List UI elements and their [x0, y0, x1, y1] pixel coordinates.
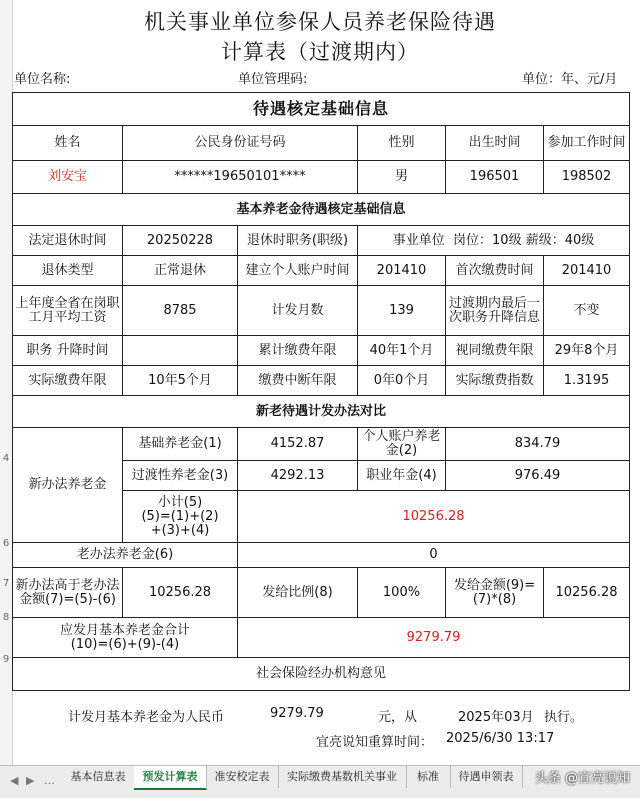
- subtotal-line2: (5)=(1)+(2): [141, 508, 219, 524]
- tab-actual-base[interactable]: 实际缴费基数机关事业: [278, 766, 407, 788]
- footer-text-2: 元，从: [378, 710, 418, 725]
- label-promotion-info: 过渡期内最后一次职务升降信息: [446, 286, 544, 336]
- cell-promotion-info[interactable]: 不变: [544, 286, 630, 336]
- total-line1: 应发月基本养老金合计: [59, 622, 190, 638]
- label-total: [13, 618, 238, 658]
- cell-pay-index[interactable]: 1.3195: [544, 366, 630, 396]
- cell-annuity[interactable]: 976.49: [446, 461, 630, 491]
- cell-old-method[interactable]: 0: [238, 543, 630, 568]
- row-number: 6: [2, 538, 10, 549]
- row-number: 9: [2, 654, 10, 665]
- total-line2: (10)=(6)+(9)-(4): [70, 636, 180, 652]
- cell-gender[interactable]: 男: [358, 161, 446, 194]
- cell-work-start[interactable]: 198502: [544, 161, 630, 194]
- label-transition-pension: 过渡性养老金(3): [123, 461, 238, 491]
- footer-amount: 9279.79: [270, 706, 324, 721]
- label-pay-months: 计发月数: [238, 286, 358, 336]
- label-first-pay: 首次缴费时间: [446, 256, 544, 286]
- unit-code-label: 单位管理码:: [238, 72, 308, 87]
- tab-standard[interactable]: 标准: [406, 766, 451, 788]
- cell-personal-account[interactable]: 834.79: [446, 428, 630, 461]
- sheet-title-line1: 机关事业单位参保人员养老保险待遇: [144, 10, 496, 34]
- subtotal-line1: 小计(5): [157, 494, 203, 510]
- cell-id-number[interactable]: ******19650101****: [123, 161, 358, 194]
- recalc-time: 2025/6/30 13:17: [446, 731, 555, 746]
- cell-grant[interactable]: 10256.28: [544, 568, 630, 618]
- header-name: 姓名: [13, 126, 123, 161]
- cell-avg-wage[interactable]: 8785: [123, 286, 238, 336]
- label-personal-account: 个人账户养老金(2): [358, 428, 446, 461]
- row-number: 7: [2, 578, 10, 589]
- header-gender: 性别: [358, 126, 446, 161]
- label-new-method: 新办法养老金: [13, 428, 123, 543]
- unit-name-label: 单位名称:: [14, 72, 71, 87]
- header-work-start: 参加工作时间: [544, 126, 630, 161]
- tab-verify[interactable]: 准安校定表: [206, 766, 279, 788]
- label-old-method: 老办法养老金(6): [13, 543, 238, 568]
- label-pay-index: 实际缴费指数: [446, 366, 544, 396]
- cell-first-pay[interactable]: 201410: [544, 256, 630, 286]
- cell-account-time[interactable]: 201410: [358, 256, 446, 286]
- header-birth: 出生时间: [446, 126, 544, 161]
- label-annuity: 职业年金(4): [358, 461, 446, 491]
- cell-total[interactable]: 9279.79: [238, 618, 630, 658]
- sheet-title-line2: 计算表（过渡期内）: [221, 40, 419, 64]
- label-retire-type: 退休类型: [13, 256, 123, 286]
- row-number: 4: [2, 453, 10, 464]
- cell-pay-months[interactable]: 139: [358, 286, 446, 336]
- tab-pre-calc[interactable]: 预发计算表: [134, 766, 207, 790]
- pension-calculation-table: [12, 92, 630, 691]
- cell-actual-years[interactable]: 10年5个月: [123, 366, 238, 396]
- footer-text-3: 执行。: [544, 710, 584, 725]
- label-subtotal: [123, 491, 238, 543]
- label-deemed-years: 视同缴费年限: [446, 336, 544, 366]
- unit-note: 单位：年、元/月: [522, 72, 618, 87]
- tab-claim-form[interactable]: 待遇申领表: [450, 766, 523, 788]
- cell-basic-pension[interactable]: 4152.87: [238, 428, 358, 461]
- row-number: 8: [2, 612, 10, 623]
- cell-birth[interactable]: 196501: [446, 161, 544, 194]
- label-duty: 退休时职务(职级): [238, 226, 358, 256]
- watermark: 头条 @宜亮说知: [534, 771, 630, 786]
- section-title-opinion: 社会保险经办机构意见: [13, 658, 630, 691]
- section-title-pension-base: 基本养老金待遇核定基础信息: [13, 194, 630, 226]
- tab-basic-info[interactable]: 基本信息表: [62, 766, 135, 788]
- footer-date: 2025年03月: [458, 710, 534, 725]
- cell-duty[interactable]: 事业单位 岗位：10级 薪级：40级: [358, 226, 630, 256]
- cell-name[interactable]: 刘安宝: [13, 161, 123, 194]
- cell-interrupt-years[interactable]: 0年0个月: [358, 366, 446, 396]
- recalc-label: 宜亮说知重算时间：: [316, 735, 434, 750]
- label-cumulative-years: 累计缴费年限: [238, 336, 358, 366]
- label-interrupt-years: 缴费中断年限: [238, 366, 358, 396]
- tab-scroll-left-icon[interactable]: ◀: [10, 774, 19, 787]
- label-diff: 新办法高于老办法金额(7)=(5)-(6): [13, 568, 123, 618]
- cell-cumulative-years[interactable]: 40年1个月: [358, 336, 446, 366]
- section-title-basic-info: 待遇核定基础信息: [13, 93, 630, 126]
- cell-ratio[interactable]: 100%: [358, 568, 446, 618]
- label-avg-wage: 上年度全省在岗职工月平均工资: [13, 286, 123, 336]
- cell-deemed-years[interactable]: 29年8个月: [544, 336, 630, 366]
- cell-retire-date[interactable]: 20250228: [123, 226, 238, 256]
- footer-text-1: 计发月基本养老金为人民币: [68, 710, 225, 725]
- label-retire-date: 法定退休时间: [13, 226, 123, 256]
- label-account-time: 建立个人账户时间: [238, 256, 358, 286]
- subtotal-line3: +(3)+(4): [150, 522, 210, 538]
- label-grant: 发给金额(9)=(7)*(8): [446, 568, 544, 618]
- label-actual-years: 实际缴费年限: [13, 366, 123, 396]
- label-ratio: 发给比例(8): [238, 568, 358, 618]
- cell-diff[interactable]: 10256.28: [123, 568, 238, 618]
- cell-retire-type[interactable]: 正常退休: [123, 256, 238, 286]
- tab-scroll-right-icon[interactable]: ▶: [26, 774, 35, 787]
- label-basic-pension: 基础养老金(1): [123, 428, 238, 461]
- tab-more-icon[interactable]: …: [44, 774, 55, 787]
- header-id-number: 公民身份证号码: [123, 126, 358, 161]
- section-title-comparison: 新老待遇计发办法对比: [13, 396, 630, 428]
- cell-subtotal[interactable]: 10256.28: [238, 491, 630, 543]
- cell-transition-pension[interactable]: 4292.13: [238, 461, 358, 491]
- cell-promotion-time[interactable]: [123, 336, 238, 366]
- label-promotion-time: 职务 升降时间: [13, 336, 123, 366]
